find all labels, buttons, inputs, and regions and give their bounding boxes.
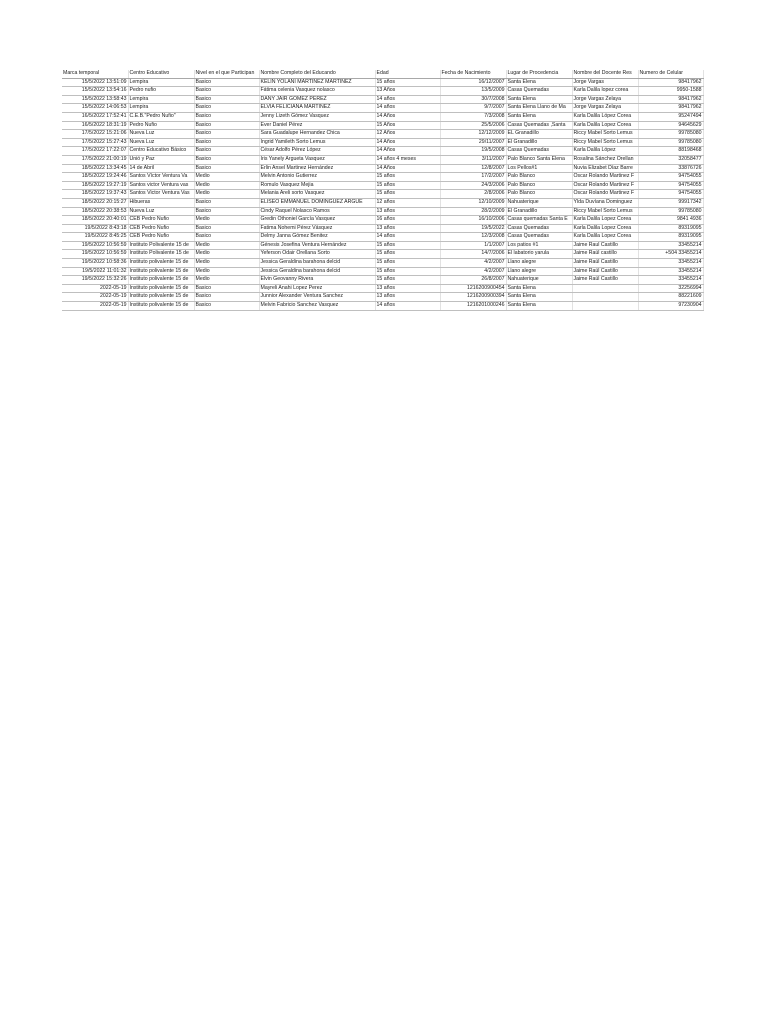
table-row	[62, 138, 703, 147]
birthdate-cell: 3/11/2007	[440, 155, 506, 164]
school-cell: Instituto Polivalente 15 de	[128, 250, 194, 259]
birthdate-cell: 28/2/2009	[440, 207, 506, 216]
origin-cell: Palo Blanco	[506, 173, 572, 182]
age-cell: 15 años	[375, 259, 440, 268]
level-cell: Basico	[194, 112, 259, 121]
table-row	[62, 87, 703, 96]
birthdate-cell: 25/5/2006	[440, 121, 506, 130]
age-cell: 14 Años	[375, 112, 440, 121]
header-numero-celular: Numero de Celular	[638, 70, 703, 78]
birthdate-cell: 29/11/2007	[440, 138, 506, 147]
age-cell: 13 años	[375, 207, 440, 216]
table-row	[62, 130, 703, 139]
spreadsheet-table	[62, 70, 704, 311]
age-cell: 14 años 4 meses	[375, 155, 440, 164]
timestamp-cell: 17/5/2022 17:22:07	[62, 147, 128, 156]
table-row	[62, 207, 703, 216]
student-name-cell: Yeferson Odair Orellana Sorto	[259, 250, 375, 259]
level-cell: Basico	[194, 147, 259, 156]
age-cell: 14 años	[375, 95, 440, 104]
timestamp-cell: 19/5/2022 8:43:18	[62, 224, 128, 233]
phone-cell: 33455214	[638, 259, 703, 268]
teacher-cell: Karla Dalila Lopez Corea	[572, 121, 638, 130]
school-cell: Pedro Nufio	[128, 121, 194, 130]
birthdate-cell: 16/12/2007	[440, 78, 506, 87]
origin-cell: El Granadillo	[506, 138, 572, 147]
student-name-cell: César Adolfo Pérez López	[259, 147, 375, 156]
phone-cell: 99785080	[638, 130, 703, 139]
timestamp-cell: 16/5/2022 18:31:19	[62, 121, 128, 130]
table-row	[62, 302, 703, 311]
teacher-cell: Karla Dalila Lopez Corea	[572, 233, 638, 242]
timestamp-cell: 15/5/2022 13:54:16	[62, 87, 128, 96]
origin-cell: Los Pellos#1	[506, 164, 572, 173]
birthdate-cell: 12/3/2008	[440, 233, 506, 242]
student-name-cell: Junnior Alexander Ventura Sanchez	[259, 293, 375, 302]
timestamp-cell: 19/5/2022 11:01:32	[62, 267, 128, 276]
level-cell: Basico	[194, 155, 259, 164]
phone-cell: 94754055	[638, 181, 703, 190]
level-cell: Basico	[194, 121, 259, 130]
age-cell: 15 años	[375, 241, 440, 250]
student-name-cell: Jessica Geraldina barahona delcid	[259, 259, 375, 268]
school-cell: 14 de Abril	[128, 164, 194, 173]
teacher-cell: Oscar Rolando Martinez F	[572, 181, 638, 190]
birthdate-cell: 13/5/2009	[440, 87, 506, 96]
teacher-cell: Riccy Mabel Sorto Lemus	[572, 138, 638, 147]
header-row	[62, 70, 703, 78]
phone-cell: 98417962	[638, 78, 703, 87]
phone-cell: 89319095	[638, 224, 703, 233]
birthdate-cell: 7/3/2008	[440, 112, 506, 121]
school-cell: Lempira	[128, 104, 194, 113]
table-row	[62, 164, 703, 173]
header-nivel: Nivel en el que Participan	[194, 70, 259, 78]
school-cell: Unió y Paz	[128, 155, 194, 164]
level-cell: Basico	[194, 284, 259, 293]
birthdate-cell: 1216200900454	[440, 284, 506, 293]
phone-cell: +504 33455214	[638, 250, 703, 259]
birthdate-cell: 14/7/2006	[440, 250, 506, 259]
age-cell: 15 años	[375, 173, 440, 182]
level-cell: Medio	[194, 190, 259, 199]
table-row	[62, 276, 703, 285]
origin-cell: Casas Quemadas	[506, 224, 572, 233]
student-name-cell: Melvin Fabricio Sanchez Vasquez	[259, 302, 375, 311]
table-row	[62, 155, 703, 164]
table-row	[62, 112, 703, 121]
level-cell: Medio	[194, 173, 259, 182]
table-row	[62, 267, 703, 276]
timestamp-cell: 15/5/2022 13:58:43	[62, 95, 128, 104]
age-cell: 12 años	[375, 198, 440, 207]
school-cell: Nueva Luz	[128, 130, 194, 139]
timestamp-cell: 2022-05-19	[62, 284, 128, 293]
origin-cell: Llano alegre	[506, 267, 572, 276]
teacher-cell: Karla Dalila López Corea	[572, 112, 638, 121]
timestamp-cell: 15/5/2022 14:06:53	[62, 104, 128, 113]
school-cell: Santos victor Ventura vas	[128, 181, 194, 190]
birthdate-cell: 1/1/2007	[440, 241, 506, 250]
phone-cell: 95247494	[638, 112, 703, 121]
school-cell: Instituto polivalente 15 de	[128, 267, 194, 276]
origin-cell: Casas Quemadas	[506, 87, 572, 96]
phone-cell: 33455214	[638, 241, 703, 250]
origin-cell: Santa Elena	[506, 112, 572, 121]
phone-cell: 32256994	[638, 284, 703, 293]
table-row	[62, 104, 703, 113]
origin-cell: Llano alegre	[506, 259, 572, 268]
teacher-cell: Jorge Vargas Zelaya	[572, 95, 638, 104]
origin-cell: Santa Elena	[506, 293, 572, 302]
phone-cell: 88221609	[638, 293, 703, 302]
birthdate-cell: 19/5/2008	[440, 147, 506, 156]
age-cell: 15 años	[375, 250, 440, 259]
age-cell: 14 años	[375, 233, 440, 242]
teacher-cell: Karla Dalila Lopez Corea	[572, 224, 638, 233]
origin-cell: Palo Blanco Santa Elena	[506, 155, 572, 164]
phone-cell: 9841 4936	[638, 216, 703, 225]
age-cell: 13 años	[375, 293, 440, 302]
origin-cell: Casas Quemadas	[506, 233, 572, 242]
origin-cell: Palo Blanco	[506, 190, 572, 199]
level-cell: Basico	[194, 302, 259, 311]
origin-cell: El labatorio yarula	[506, 250, 572, 259]
level-cell: Medio	[194, 267, 259, 276]
phone-cell: 94754055	[638, 190, 703, 199]
teacher-cell: Riccy Mabel Sorto Lemus	[572, 207, 638, 216]
birthdate-cell: 1216201000246	[440, 302, 506, 311]
teacher-cell: Jaime Raúl Castillo	[572, 276, 638, 285]
teacher-cell	[572, 284, 638, 293]
student-name-cell: Génesis Josefina Ventura Hernández	[259, 241, 375, 250]
school-cell: CEB Pedro Nufio	[128, 224, 194, 233]
age-cell: 15 años	[375, 190, 440, 199]
student-name-cell: Cindy Raquel Nolasco Ramos	[259, 207, 375, 216]
teacher-cell	[572, 302, 638, 311]
origin-cell: Casas Quemadas	[506, 147, 572, 156]
timestamp-cell: 19/5/2022 8:45:25	[62, 233, 128, 242]
level-cell: Medio	[194, 259, 259, 268]
table-row	[62, 181, 703, 190]
student-name-cell: Melvin Antonio Gutierrez	[259, 173, 375, 182]
level-cell: Medio	[194, 276, 259, 285]
student-name-cell: Delmy Janna Gómez Benitez	[259, 233, 375, 242]
birthdate-cell: 12/10/2009	[440, 198, 506, 207]
phone-cell: 94754055	[638, 173, 703, 182]
birthdate-cell: 24/3/2006	[440, 181, 506, 190]
header-lugar-procedencia: Lugar de Procedencia	[506, 70, 572, 78]
age-cell: 13 años	[375, 284, 440, 293]
table-row	[62, 284, 703, 293]
phone-cell: 9950-1588	[638, 87, 703, 96]
table-row	[62, 250, 703, 259]
origin-cell: EL Granadillo	[506, 130, 572, 139]
phone-cell: 33876726	[638, 164, 703, 173]
header-fecha-nacimiento: Fecha de Nacimiento	[440, 70, 506, 78]
origin-cell: Santa Elena	[506, 302, 572, 311]
student-name-cell: Fatima Nohemi Pérez Vásquez	[259, 224, 375, 233]
timestamp-cell: 19/5/2022 10:56:59	[62, 241, 128, 250]
origin-cell: Santa Elena Llano de Ma	[506, 104, 572, 113]
age-cell: 15 años	[375, 181, 440, 190]
origin-cell: Santa Elena	[506, 95, 572, 104]
age-cell: 15 años	[375, 78, 440, 87]
school-cell: Lempira	[128, 78, 194, 87]
student-name-cell: Jessica Geraldina barahona delcid	[259, 267, 375, 276]
timestamp-cell: 2022-05-19	[62, 302, 128, 311]
teacher-cell: Oscar Rolando Martinez F	[572, 190, 638, 199]
student-name-cell: ELVIA FELICIANA MARTINEZ	[259, 104, 375, 113]
student-name-cell: KELIN YOLANI MARTINEZ MARTINEZ	[259, 78, 375, 87]
school-cell: Instituto polivalente 15 de	[128, 284, 194, 293]
level-cell: Basico	[194, 224, 259, 233]
level-cell: Medio	[194, 181, 259, 190]
teacher-cell: Jaime Raúl castillo	[572, 250, 638, 259]
timestamp-cell: 18/5/2022 19:24:46	[62, 173, 128, 182]
timestamp-cell: 17/5/2022 15:27:43	[62, 138, 128, 147]
phone-cell: 88198468	[638, 147, 703, 156]
school-cell: Instituto polivalente 15 de	[128, 276, 194, 285]
origin-cell: Santa Elena	[506, 78, 572, 87]
teacher-cell: Ylda Duvíana Dominguez	[572, 198, 638, 207]
origin-cell: Casas quemadas Santa E	[506, 216, 572, 225]
age-cell: 15 años	[375, 276, 440, 285]
student-name-cell: Elvin Geovanny Rivera	[259, 276, 375, 285]
birthdate-cell: 12/8/2007	[440, 164, 506, 173]
timestamp-cell: 18/5/2022 20:15:27	[62, 198, 128, 207]
phone-cell: 99785080	[638, 207, 703, 216]
timestamp-cell: 18/5/2022 20:40:01	[62, 216, 128, 225]
teacher-cell: Riccy Mabel Sorto Lemus	[572, 130, 638, 139]
birthdate-cell: 16/10/2006	[440, 216, 506, 225]
phone-cell: 94645629	[638, 121, 703, 130]
level-cell: Basico	[194, 87, 259, 96]
origin-cell: Palo Blanco	[506, 181, 572, 190]
student-name-cell: Gredin Othoniel García Vasquez	[259, 216, 375, 225]
teacher-cell: Jaime Raúl Castillo	[572, 267, 638, 276]
phone-cell: 33455214	[638, 267, 703, 276]
table-row	[62, 190, 703, 199]
birthdate-cell: 2/8/2006	[440, 190, 506, 199]
level-cell: Basico	[194, 233, 259, 242]
age-cell: 13 años	[375, 224, 440, 233]
birthdate-cell: 4/2/2007	[440, 267, 506, 276]
birthdate-cell: 17/2/2007	[440, 173, 506, 182]
school-cell: Instituto polivalente 15 de	[128, 259, 194, 268]
table-row	[62, 121, 703, 130]
timestamp-cell: 17/5/2022 21:00:19	[62, 155, 128, 164]
student-name-cell: Erlin Ansel Martinez Hernández	[259, 164, 375, 173]
school-cell: Instituto polivalente 15 de	[128, 293, 194, 302]
level-cell: Basico	[194, 78, 259, 87]
student-name-cell: Iris Yanely Argueta Vasquez	[259, 155, 375, 164]
school-cell: Lempira	[128, 95, 194, 104]
school-cell: CEB Pedro Nufio	[128, 216, 194, 225]
timestamp-cell: 19/5/2022 10:58:36	[62, 259, 128, 268]
timestamp-cell: 18/5/2022 20:38:53	[62, 207, 128, 216]
timestamp-cell: 17/5/2022 15:21:06	[62, 130, 128, 139]
table-row	[62, 198, 703, 207]
table-row	[62, 216, 703, 225]
table-row	[62, 233, 703, 242]
level-cell: Basico	[194, 198, 259, 207]
age-cell: 14 Años	[375, 164, 440, 173]
level-cell: Medio	[194, 216, 259, 225]
age-cell: 16 años	[375, 216, 440, 225]
phone-cell: 33455214	[638, 276, 703, 285]
student-name-cell: Ingrid Yamileth Sorto Lemus	[259, 138, 375, 147]
origin-cell: Casas Quemadas ,Santa	[506, 121, 572, 130]
student-name-cell: Ever Daniel Pérez	[259, 121, 375, 130]
table-row	[62, 173, 703, 182]
phone-cell: 89319095	[638, 233, 703, 242]
timestamp-cell: 18/5/2022 13:34:45	[62, 164, 128, 173]
origin-cell: Los patios #1	[506, 241, 572, 250]
header-edad: Edad	[375, 70, 440, 78]
birthdate-cell: 12/12/2009	[440, 130, 506, 139]
age-cell: 12 Años	[375, 130, 440, 139]
birthdate-cell: 26/8/2007	[440, 276, 506, 285]
table-row	[62, 259, 703, 268]
origin-cell: El Granadillo	[506, 207, 572, 216]
birthdate-cell: 4/2/2007	[440, 259, 506, 268]
table-row	[62, 95, 703, 104]
student-name-cell: Jenny Lizeth Gómez Vasquez	[259, 112, 375, 121]
timestamp-cell: 19/5/2022 10:56:59	[62, 250, 128, 259]
teacher-cell: Jaime Raúl Castillo	[572, 259, 638, 268]
timestamp-cell: 19/5/2022 15:32:26	[62, 276, 128, 285]
teacher-cell: Jorge Vargas	[572, 78, 638, 87]
student-name-cell: Melania Areli sorto Vasquez	[259, 190, 375, 199]
table-row	[62, 241, 703, 250]
school-cell: C.E.B."Pedro Nufio"	[128, 112, 194, 121]
teacher-cell	[572, 293, 638, 302]
school-cell: Hibueras	[128, 198, 194, 207]
school-cell: Nueva Luz	[128, 207, 194, 216]
teacher-cell: Rosalina Sánchez Orellan	[572, 155, 638, 164]
header-nombre-docente: Nombre del Docente Res	[572, 70, 638, 78]
student-name-cell: Sara Guadalupe Hernandez Chica	[259, 130, 375, 139]
birthdate-cell: 1216200900394	[440, 293, 506, 302]
teacher-cell: Karla Dalila lopez corea	[572, 87, 638, 96]
header-marca-temporal: Marca temporal	[62, 70, 128, 78]
school-cell: Centro Educativo Básico	[128, 147, 194, 156]
birthdate-cell: 19/5/2022	[440, 224, 506, 233]
teacher-cell: Jaime Raul Castillo	[572, 241, 638, 250]
age-cell: 14 Años	[375, 138, 440, 147]
school-cell: Pedro nufio	[128, 87, 194, 96]
teacher-cell: Jorge Vargas Zelaya	[572, 104, 638, 113]
phone-cell: 99785080	[638, 138, 703, 147]
student-name-cell: ELISEO EMMANUEL DOMINGUEZ ARGUE	[259, 198, 375, 207]
level-cell: Medio	[194, 250, 259, 259]
phone-cell: 99917342	[638, 198, 703, 207]
age-cell: 14 años	[375, 302, 440, 311]
school-cell: Instituto Polivalente 15 de	[128, 241, 194, 250]
timestamp-cell: 15/5/2022 13:51:09	[62, 78, 128, 87]
birthdate-cell: 9/7/2007	[440, 104, 506, 113]
birthdate-cell: 30/7/2008	[440, 95, 506, 104]
student-name-cell: Mayreli Anahi Lopez Perez	[259, 284, 375, 293]
teacher-cell: Karla Dalila López	[572, 147, 638, 156]
level-cell: Basico	[194, 130, 259, 139]
student-name-cell: Fátima celenia Vasquez nolasco	[259, 87, 375, 96]
school-cell: Santos Víctor Ventura Va	[128, 173, 194, 182]
level-cell: Basico	[194, 207, 259, 216]
level-cell: Medio	[194, 241, 259, 250]
origin-cell: Nahuaterique	[506, 276, 572, 285]
header-nombre-educando: Nombre Completo del Educando	[259, 70, 375, 78]
teacher-cell: Karla Dalila Lopez Corea	[572, 216, 638, 225]
age-cell: 13 Años	[375, 87, 440, 96]
age-cell: 14 Años	[375, 147, 440, 156]
phone-cell: 97230904	[638, 302, 703, 311]
teacher-cell: Oscar Rolando Martinez F	[572, 173, 638, 182]
phone-cell: 32058477	[638, 155, 703, 164]
school-cell: Instituto polivalente 15 de	[128, 302, 194, 311]
age-cell: 15 años	[375, 267, 440, 276]
age-cell: 14 años	[375, 104, 440, 113]
level-cell: Basico	[194, 293, 259, 302]
origin-cell: Santa Elena	[506, 284, 572, 293]
phone-cell: 98417962	[638, 104, 703, 113]
phone-cell: 98417962	[638, 95, 703, 104]
table-row	[62, 147, 703, 156]
table-row	[62, 293, 703, 302]
timestamp-cell: 2022-05-19	[62, 293, 128, 302]
student-name-cell: Romulo Vasquez Mejia	[259, 181, 375, 190]
school-cell: Santos Victor Ventura Vas	[128, 190, 194, 199]
teacher-cell: Nuvia Elizabet Díaz Barre	[572, 164, 638, 173]
timestamp-cell: 18/5/2022 19:37:43	[62, 190, 128, 199]
table-row	[62, 224, 703, 233]
table-row	[62, 78, 703, 87]
age-cell: 15 Años	[375, 121, 440, 130]
school-cell: CEB Pedro Nufio	[128, 233, 194, 242]
student-name-cell: DANY JAIR GOMEZ PEREZ	[259, 95, 375, 104]
level-cell: Basico	[194, 104, 259, 113]
level-cell: Basico	[194, 164, 259, 173]
timestamp-cell: 18/5/2022 19:27:19	[62, 181, 128, 190]
school-cell: Nueva Luz	[128, 138, 194, 147]
level-cell: Basico	[194, 95, 259, 104]
level-cell: Basico	[194, 138, 259, 147]
origin-cell: Nahuaterique	[506, 198, 572, 207]
timestamp-cell: 16/5/2022 17:52:41	[62, 112, 128, 121]
header-centro-educativo: Centro Educativo	[128, 70, 194, 78]
